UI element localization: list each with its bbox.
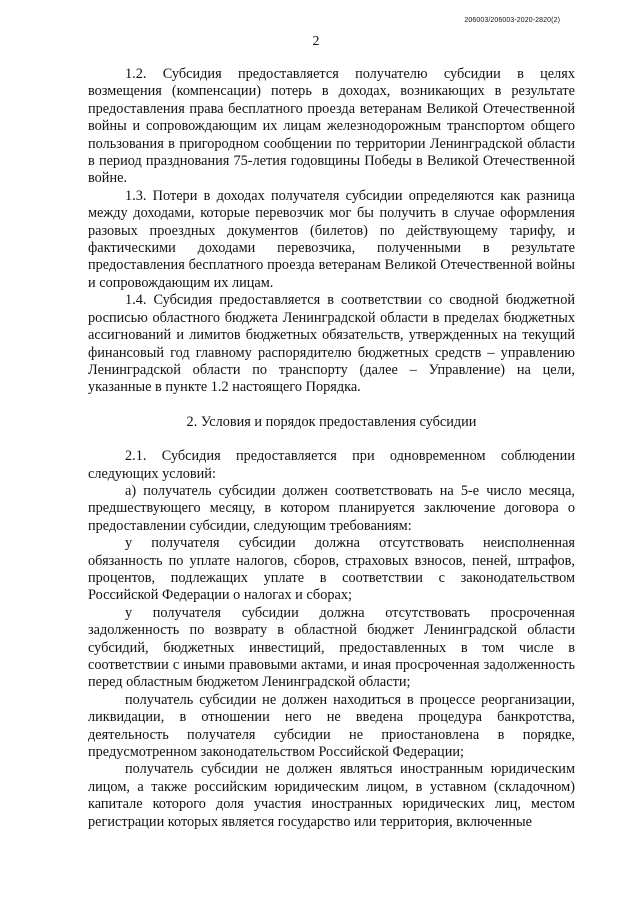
page-number: 2 — [312, 34, 320, 49]
requirement-taxes: у получателя субсидии должна отсутствовать неисполненная обязанность по уплате налогов, сборов, страховых взносов, пеней, штрафов, процентов, подлежащих уплате в соответствии с законодательством Российской Федерации о налогах и сборах; — [88, 535, 575, 604]
document-body — [88, 66, 575, 831]
paragraph-2-1-a: а) получатель субсидии должен соответствовать на 5-е число месяца, предшествующего месяцу, в котором планируется заключение договора о предоставлении субсидии, следующим требованиям: — [88, 482, 575, 534]
paragraph-1-2: 1.2. Субсидия предоставляется получателю субсидии в целях возмещения (компенсации) потерь в доходах, возникающих в результате предоставления права бесплатного проезда ветеранам Великой Отечественной войны и сопровождающим их лицам железнодорожным транспортом общего пользования в пригородном сообщении по территории Ленинградской области в период празднования 75-летия годовщины Победы в Великой Отечественной войне. — [88, 66, 575, 187]
document-id: 206003/206003-2020-2820(2) — [464, 17, 560, 24]
section-heading: 2. Условия и порядок предоставления субсидии — [186, 413, 477, 430]
requirement-reorganization: получатель субсидии не должен находиться в процессе реорганизации, ликвидации, в отношении него не введена процедура банкротства, деятельность получателя субсидии не приостановлена в порядке, предусмотренном законодательством Российской Федерации; — [88, 691, 575, 761]
paragraph-1-4: 1.4. Субсидия предоставляется в соответствии со сводной бюджетной росписью областного бюджета Ленинградской области в пределах бюджетных ассигнований и лимитов бюджетных обязательств, утвержденных на текущий финансовый год главному распорядителю бюджетных средств – управлению Ленинградской области по транспорту (далее – Управление) на цели, указанные в пункте 1.2 настоящего Порядка. — [88, 292, 575, 396]
requirement-foreign-entity: получатель субсидии не должен являться иностранным юридическим лицом, а также российским юридическим лицом, в уставном (складочном) капитале которого доля участия иностранных юридических лиц, местом регистрации которых является государство или территория, включенные — [88, 761, 575, 830]
requirement-debt: у получателя субсидии должна отсутствовать просроченная задолженность по возврату в областной бюджет Ленинградской области субсидий, бюджетных инвестиций, предоставленных в том числе в соответствии с иными правовыми актами, и иная просроченная задолженность перед областным бюджетом Ленинградской области; — [88, 604, 575, 691]
paragraph-1-3: 1.3. Потери в доходах получателя субсидии определяются как разница между доходами, которые перевозчик мог бы получить в случае оформления разовых проездных документов (билетов) по действующему тарифу, и фактическими доходами перевозчика, полученными в результате предоставления бесплатного проезда ветеранам Великой Отечественной войны и сопровождающим их лицам. — [88, 187, 575, 291]
paragraph-2-1: 2.1. Субсидия предоставляется при одновременном соблюдении следующих условий: — [88, 448, 575, 482]
